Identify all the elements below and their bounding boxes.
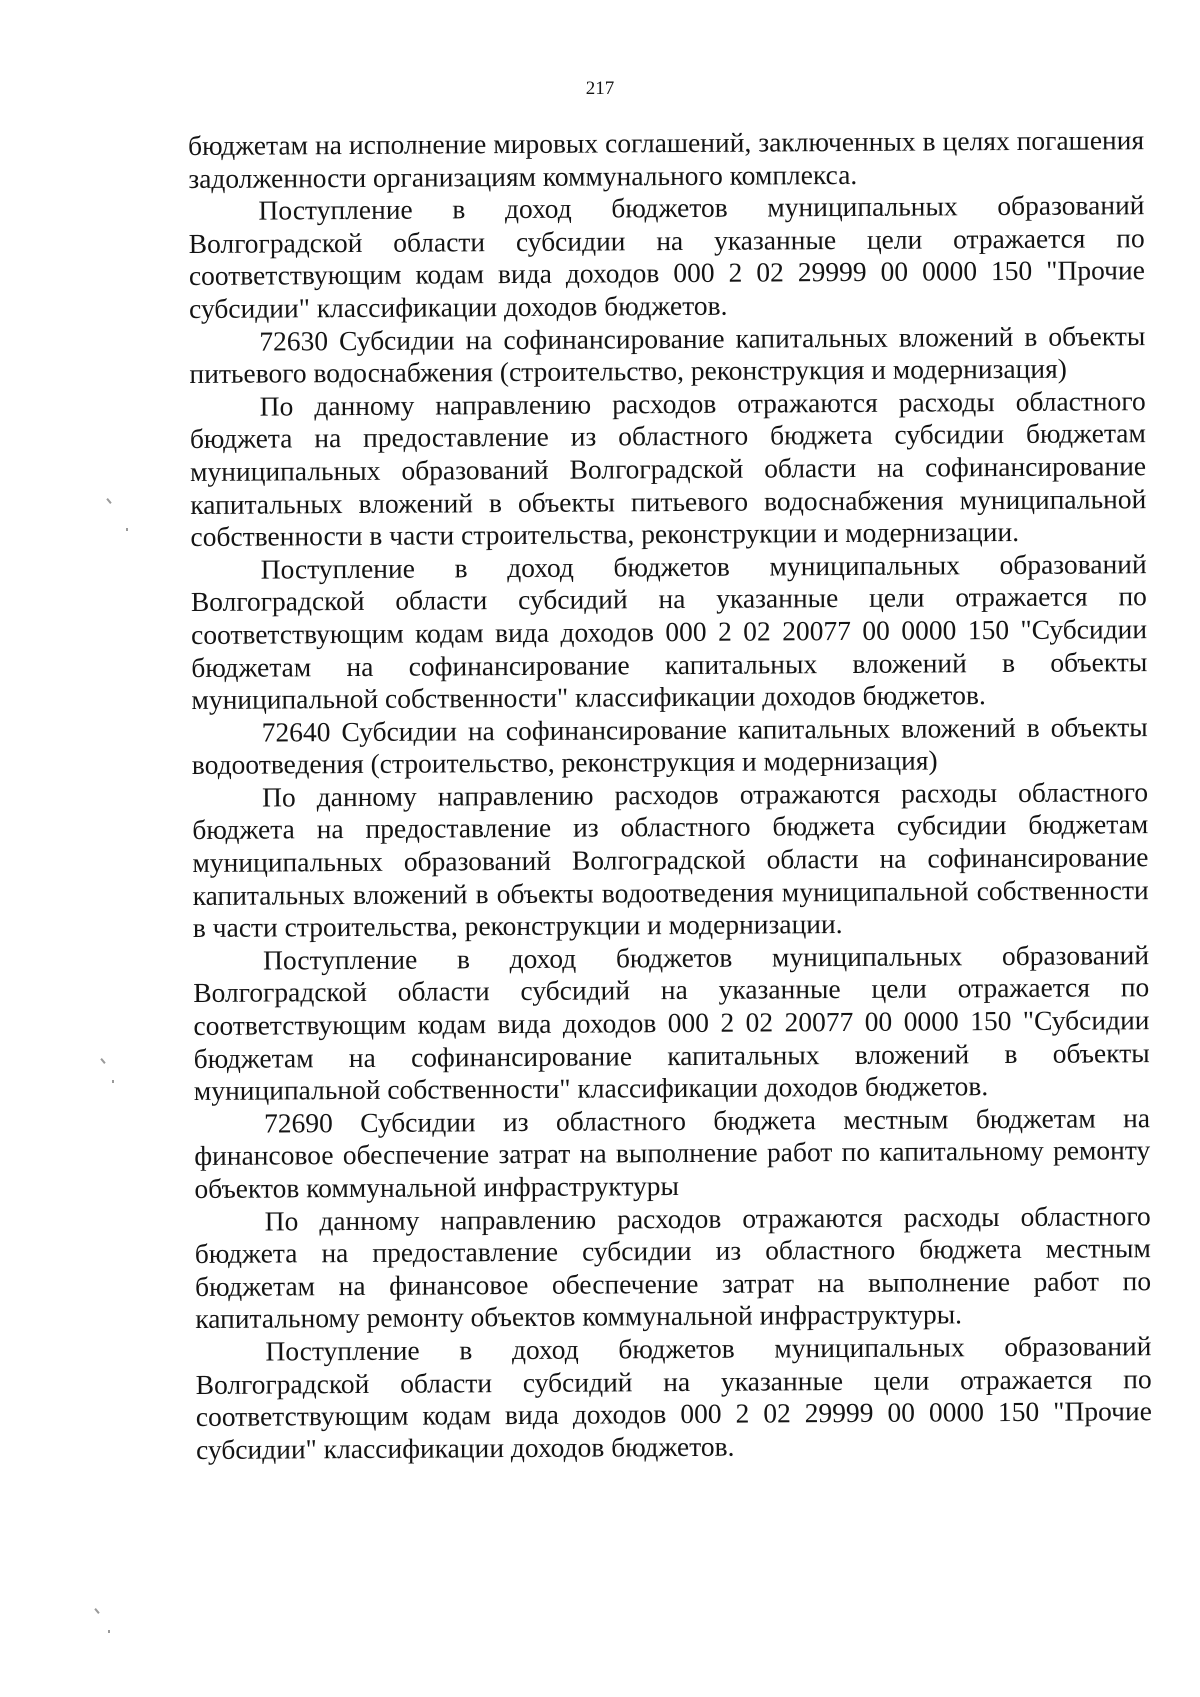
scan-speck xyxy=(112,1080,114,1083)
document-body xyxy=(188,124,1152,1466)
scan-speck xyxy=(100,1058,105,1064)
paragraph-description: По данному направлению расходов отражаются расходы областного бюджета на предоставление субсидии из областного бюджета местным бюджетам на финансовое обеспечение затрат на выполнение работ по капитальному ремонту объектов коммунальной инфраструктуры. xyxy=(194,1199,1152,1335)
paragraph-income-note: Поступление в доход бюджетов муниципальных образований Волгоградской области субсидии на указанные цели отражается по соответствующим кодам вида доходов 000 2 02 29999 00 0000 150 "Прочие субсидии" классификации доходов бюджетов. xyxy=(188,189,1145,324)
paragraph-income-note: Поступление в доход бюджетов муниципальных образований Волгоградской области субсидий на указанные цели отражается по соответствующим кодам вида доходов 000 2 02 20077 00 0000 150 "Субсидии бюджетам на софинансирование капитальных вложений в объекты муниципальной собственности" классификации доходов бюджетов. xyxy=(193,938,1150,1107)
paragraph-continuation: бюджетам на исполнение мировых соглашений, заключенных в целях погашения задолженности организациям коммунального комплекса. xyxy=(188,124,1145,194)
scan-speck xyxy=(94,1608,99,1614)
paragraph-heading-72640: 72640 Субсидии на софинансирование капитальных вложений в объекты водоотведения (строительство, реконструкция и модернизация) xyxy=(191,710,1148,781)
paragraph-heading-72690: 72690 Субсидии из областного бюджета местным бюджетам на финансовое обеспечение затрат на выполнение работ по капитальному ремонту объектов коммунальной инфраструктуры xyxy=(194,1101,1151,1204)
scan-speck xyxy=(106,498,111,504)
scan-speck xyxy=(108,1630,110,1633)
scan-speck xyxy=(126,528,128,531)
paragraph-description: По данному направлению расходов отражаются расходы областного бюджета на предоставление из областного бюджета субсидии бюджетам муниципальных образований Волгоградской области на софинансирование капитальных вложений в объекты водоотведения муниципальной собственности в части строительства, реконструкции и модернизации. xyxy=(192,776,1149,944)
paragraph-income-note: Поступление в доход бюджетов муниципальных образований Волгоградской области субсидий на указанные цели отражается по соответствующим кодам вида доходов 000 2 02 20077 00 0000 150 "Субсидии бюджетам на софинансирование капитальных вложений в объекты муниципальной собственности" классификации доходов бюджетов. xyxy=(190,547,1148,716)
paragraph-description: По данному направлению расходов отражаются расходы областного бюджета на предоставление из областного бюджета субсидии бюджетам муниципальных образований Волгоградской области на софинансирование капитальных вложений в объекты питьевого водоснабжения муниципальной собственности в части строительства, реконструкции и модернизации. xyxy=(189,384,1147,553)
paragraph-income-note: Поступление в доход бюджетов муниципальных образований Волгоградской области субсидий на указанные цели отражается по соответствующим кодам вида доходов 000 2 02 29999 00 0000 150 "Прочие субсидии" классификации доходов бюджетов. xyxy=(195,1330,1152,1465)
paragraph-heading-72630: 72630 Субсидии на софинансирование капитальных вложений в объекты питьевого водоснабжения (строительство, реконструкция и модернизация) xyxy=(189,319,1146,390)
page-number: 217 xyxy=(585,78,615,99)
